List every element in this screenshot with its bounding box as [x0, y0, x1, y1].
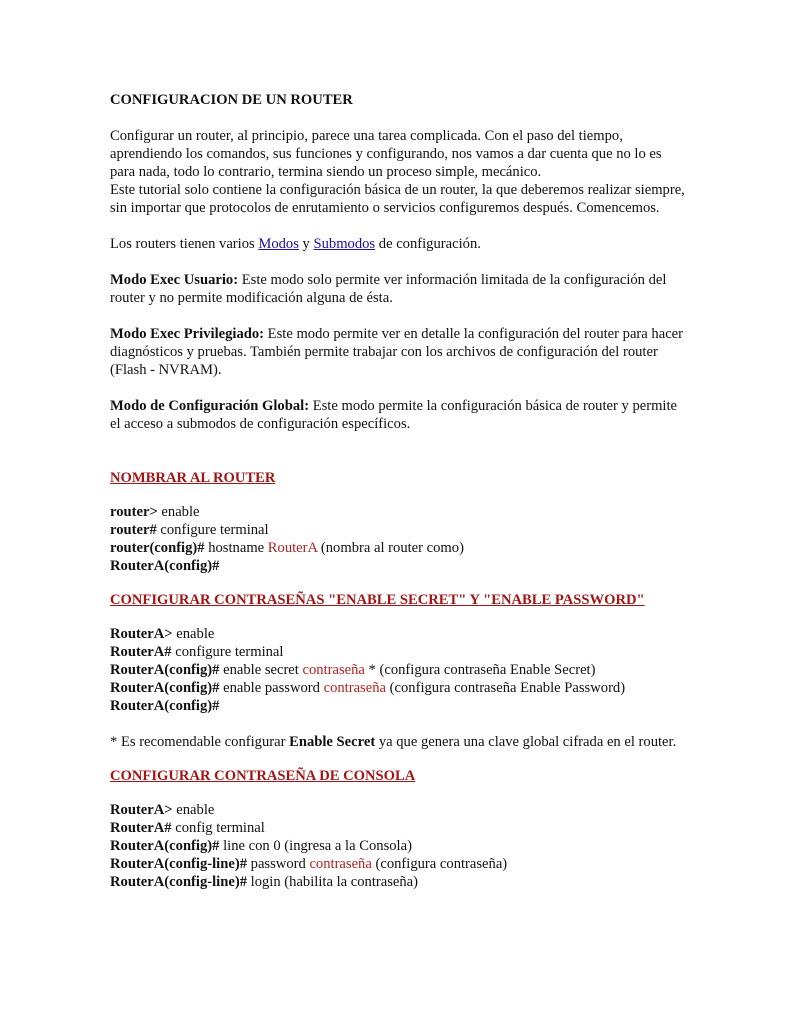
document-page	[110, 91, 690, 891]
modes-prefix: Los routers tienen varios	[110, 236, 259, 252]
command-line	[110, 557, 690, 575]
cli-command: config terminal	[171, 820, 265, 836]
cli-argument: RouterA	[267, 540, 318, 556]
section-heading-contrasenas: CONFIGURAR CONTRASEÑAS "ENABLE SECRET" Y "ENABLE PASSWORD"	[110, 592, 645, 608]
cli-prompt: RouterA(config-line)#	[110, 874, 247, 890]
cli-note: (nombra al router como)	[317, 540, 464, 556]
cli-prompt: router#	[110, 522, 157, 538]
cli-prompt: RouterA#	[110, 644, 172, 660]
command-line	[110, 873, 690, 891]
cli-command: hostname	[204, 540, 268, 556]
command-line	[110, 503, 690, 521]
submodos-link[interactable]: Submodos	[313, 236, 376, 252]
command-block-contrasenas	[110, 625, 690, 715]
cli-note: (configura contraseña Enable Password)	[386, 680, 626, 696]
command-line	[110, 697, 690, 715]
intro-paragraph-2: Este tutorial solo contiene la configuración básica de un router, la que deberemos realizar siempre, sin importar que protocolos de enrutamiento o servicios configuremos después. Comencemos.	[110, 182, 685, 216]
cli-command: enable secret	[219, 662, 303, 678]
cli-prompt: RouterA(config)#	[110, 662, 220, 678]
command-block-nombrar	[110, 503, 690, 575]
cli-note: * (configura contraseña Enable Secret)	[364, 662, 596, 678]
mode-priv-paragraph	[110, 325, 690, 379]
mode-global-text: Este modo permite la configuración básica de router y permite el acceso a submodos de configuración específicos.	[110, 398, 678, 432]
cli-prompt: RouterA#	[110, 820, 172, 836]
note-suffix: ya que genera una clave global cifrada en el router.	[375, 734, 677, 750]
modes-paragraph	[110, 235, 690, 253]
mode-priv-text: Este modo permite ver en detalle la configuración del router para hacer diagnósticos y pruebas. También permite trabajar con los archivos de configuración del router (Flash - NVRAM).	[110, 326, 684, 378]
mode-global-label: Modo de Configuración Global:	[110, 398, 310, 414]
cli-prompt: router>	[110, 504, 158, 520]
cli-command: enable	[157, 504, 200, 520]
command-line	[110, 837, 690, 855]
command-line	[110, 661, 690, 679]
mode-global-paragraph	[110, 397, 690, 433]
cli-command: line con 0 (ingresa a la Consola)	[219, 838, 412, 854]
cli-note: (configura contraseña)	[371, 856, 508, 872]
cli-argument: contraseña	[323, 680, 386, 696]
command-line	[110, 679, 690, 697]
cli-prompt: RouterA(config)#	[110, 838, 220, 854]
cli-command: configure terminal	[171, 644, 284, 660]
section-heading-consola: CONFIGURAR CONTRASEÑA DE CONSOLA	[110, 768, 416, 784]
cli-prompt: RouterA(config-line)#	[110, 856, 247, 872]
command-line	[110, 801, 690, 819]
note-prefix: * Es recomendable configurar	[110, 734, 290, 750]
cli-prompt: RouterA(config)#	[110, 698, 220, 714]
mode-user-label: Modo Exec Usuario:	[110, 272, 239, 288]
enable-secret-note	[110, 733, 690, 751]
modes-suffix: de configuración.	[375, 236, 481, 252]
command-line	[110, 625, 690, 643]
intro-paragraph-1: Configurar un router, al principio, parece una tarea complicada. Con el paso del tiempo, aprendiendo los comandos, sus funciones y configurando, nos vamos a dar cuenta que no lo es para nada, todo lo contrario, termina siendo un proceso simple, mecánico.	[110, 128, 662, 180]
cli-prompt: RouterA(config)#	[110, 680, 220, 696]
command-line	[110, 855, 690, 873]
modos-link[interactable]: Modos	[258, 236, 299, 252]
cli-argument: contraseña	[302, 662, 365, 678]
mode-priv-label: Modo Exec Privilegiado:	[110, 326, 265, 342]
command-line	[110, 539, 690, 557]
section-heading-nombrar: NOMBRAR AL ROUTER	[110, 470, 276, 486]
modes-and: y	[298, 236, 314, 252]
command-line	[110, 521, 690, 539]
cli-prompt: RouterA>	[110, 626, 173, 642]
note-bold: Enable Secret	[289, 734, 376, 750]
mode-user-text: Este modo solo permite ver información limitada de la configuración del router y no permite modificación alguna de ésta.	[110, 272, 667, 306]
cli-command: enable password	[219, 680, 324, 696]
command-line	[110, 643, 690, 661]
cli-command: enable	[172, 802, 215, 818]
mode-user-paragraph	[110, 271, 690, 307]
cli-argument: contraseña	[309, 856, 372, 872]
cli-prompt: RouterA(config)#	[110, 558, 220, 574]
cli-command: login (habilita la contraseña)	[247, 874, 419, 890]
cli-command: password	[247, 856, 310, 872]
command-line	[110, 819, 690, 837]
cli-prompt: RouterA>	[110, 802, 173, 818]
cli-command: configure terminal	[156, 522, 269, 538]
cli-command: enable	[172, 626, 215, 642]
document-title: CONFIGURACION DE UN ROUTER	[110, 92, 353, 108]
cli-prompt: router(config)#	[110, 540, 205, 556]
command-block-consola	[110, 801, 690, 891]
